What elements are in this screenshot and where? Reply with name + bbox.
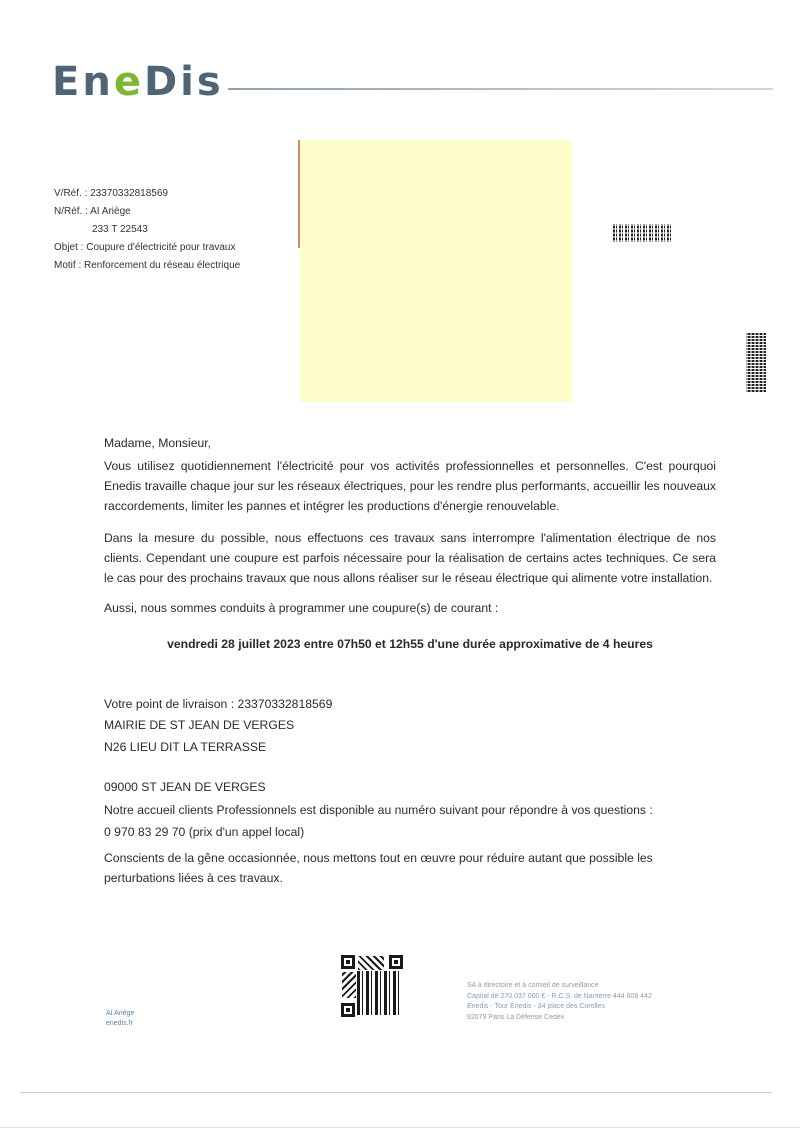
your-reference: V/Réf. : 23370332818569 [54,188,168,199]
footer-website-link[interactable]: enedis.fr [106,1020,133,1027]
phone-number: 0 970 83 29 70 (prix d'un appel local) [104,825,305,839]
paragraph-3: Aussi, nous sommes conduits à programmer une coupure(s) de courant : [104,601,499,615]
page-edge [0,1127,800,1128]
paragraph-1: Vous utilisez quotidiennement l'électricité pour vos activités professionnelles et personnelles. C'est pourquoi Enedis travaille chaque jour sur les réseaux électriques, pour les rendre plus performants, accueillir les nouveaux raccordements, limiter les pannes et intégrer les productions d'énergie renouvelable. [104,459,716,513]
footer-legal [467,981,652,1023]
enedis-logo [52,58,224,106]
salutation: Madame, Monsieur, [104,436,212,450]
recipient-address-redacted [300,140,572,402]
legal-line-2: Capital de 270 037 000 € - R.C.S. de Nanterre 444 608 442 [467,992,652,1000]
reference-block [54,185,240,275]
vertical-datamatrix-icon [746,332,766,392]
header-rule [228,88,773,90]
our-reference-code: 233 T 22543 [92,224,148,235]
footer-region: AI Ariège [106,1010,135,1017]
delivery-point: Votre point de livraison : 23370332818569 [104,697,333,711]
address-city: 09000 ST JEAN DE VERGES [104,780,266,794]
qr-code-icon [341,955,403,1017]
paragraph-2: Dans la mesure du possible, nous effectuons ces travaux sans interrompre l'alimentation électrique de nos clients. Cependant une coupure est parfois nécessaire pour la réalisation de certains actes techniques. Ce sera le cas pour des prochains travaux que nous allons réaliser sur le réseau électrique qui alimente votre installation. [104,531,716,585]
legal-line-4: 92079 Paris La Défense Cedex [467,1013,565,1021]
datamatrix-code-icon [613,224,673,242]
bottom-divider [20,1092,772,1093]
footer-left [106,1009,134,1029]
our-reference: N/Réf. : AI Ariège [54,206,131,217]
legal-line-3: Enedis - Tour Enedis - 34 place des Corolles [467,1003,606,1010]
closing-paragraph: Conscients de la gêne occasionnée, nous mettons tout en œuvre pour réduire autant que possible les perturbations liées à ces travaux. [104,851,653,885]
logo-text-3: Dis [143,59,224,105]
contact-info: Notre accueil clients Professionnels est disponible au numéro suivant pour répondre à vos questions : [104,803,653,817]
logo-text-2: e [113,59,144,105]
address-line-1: MAIRIE DE ST JEAN DE VERGES [104,718,295,732]
address-margin-mark [298,140,300,248]
outage-schedule: vendredi 28 juillet 2023 entre 07h50 et 12h55 d'une durée approximative de 4 heures [167,637,653,651]
logo-text-1: En [52,59,114,105]
address-line-2: N26 LIEU DIT LA TERRASSE [104,740,267,754]
reason: Motif : Renforcement du réseau électrique [54,260,241,271]
legal-line-1: SA à directoire et à conseil de surveillance [467,982,599,989]
subject: Objet : Coupure d'électricité pour travaux [54,242,236,253]
